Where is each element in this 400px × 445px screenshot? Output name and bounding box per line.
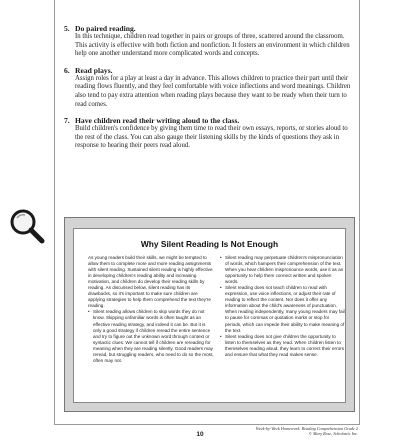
info-box xyxy=(64,217,355,412)
page-number: 10 xyxy=(196,431,204,438)
box-column-right xyxy=(220,255,346,358)
tip-title: Have children read their writing aloud to the class. xyxy=(75,116,240,126)
tip-item xyxy=(64,24,354,59)
box-intro: As young readers build their skills, we might be tempted to allow them to complete more and more reading assignments with silent reading. Sustained silent reading is highly effective in developing children's reading ability and increasing motivation, and children do develop their reading skills by reading. As discussed below, silent reading has its drawbacks, so it's important to make sure children are applying strategies to help them comprehend the text they're reading. xyxy=(88,255,213,309)
tip-item xyxy=(64,66,354,109)
tip-number: 7. xyxy=(64,116,70,126)
box-bullet: • Silent reading does not teach children to read with expression, use voice inflections, or adjust their rate of reading to reflect the content. Nor does it offer any information about the child's awareness of punctuation. When reading independently, many young readers may fail to pause for commas or quotation marks or stop for periods, which can impede their ability to make meaning of the text. xyxy=(220,285,346,333)
tip-title: Do paired reading. xyxy=(75,24,136,33)
tip-item xyxy=(64,116,354,151)
tip-body: Build children's confidence by giving them time to read their own essays, reports, or stories aloud to the rest of the class. You can also gauge their listening skills by the kinds of questions they ask in response to hearing their peers read aloud. xyxy=(75,125,348,150)
credit-line xyxy=(256,426,358,436)
tip-number: 6. xyxy=(64,65,70,75)
box-bullet: • Silent reading does not give children the opportunity to listen to themselves as they read. When children listen to themselves reading aloud, they learn to correct their errors and ensure that what they read makes sense. xyxy=(220,334,346,358)
magnifying-glass-icon xyxy=(6,205,46,245)
tips-list xyxy=(64,24,354,158)
credit-copyright: © Mary Rose, Scholastic Inc. xyxy=(308,431,358,436)
tip-title: Read plays. xyxy=(75,65,113,75)
info-box-inner xyxy=(73,228,346,403)
box-bullet: • Silent reading may perpetuate children's mispronunciation of words, which hampers their comprehension of the text. When you hear children mispronounce words, use it as an opportunity to help them connect written and spoken words. xyxy=(220,255,346,285)
credit-title: Week-by-Week Homework: Reading Comprehension Grade 2 xyxy=(255,426,358,431)
box-column-left xyxy=(88,255,214,364)
tip-body: Assign roles for a play at least a day in advance. This allows children to practice their part until their reading flows fluently, and they feel comfortable with voice inflections and word meanings. Children also tend to pay extra attention when reading plays because they want to be ready when their turn to read comes. xyxy=(75,74,351,108)
box-title: Why Silent Reading Is Not Enough xyxy=(140,239,279,249)
tip-body: In this technique, children read together in pairs or groups of three, scattered around the classroom. This activity is effective with both fiction and nonfiction. It fosters an environment in which children help one another understand more complicated words and concepts. xyxy=(75,33,350,58)
box-bullet: • Silent reading allows children to skip words they do not know. Skipping unfamiliar words is often taught as an effective reading strategy, and indeed it can be. But it is only a good strategy if children reread the entire sentence and try to figure out the unknown word through context or syntactic clues. We cannot tell if children are rereading for meaning when they are reading silently. Good readers may reread, but struggling readers, who need to do so the most, often may not. xyxy=(88,309,214,363)
tip-number: 5. xyxy=(64,24,70,33)
